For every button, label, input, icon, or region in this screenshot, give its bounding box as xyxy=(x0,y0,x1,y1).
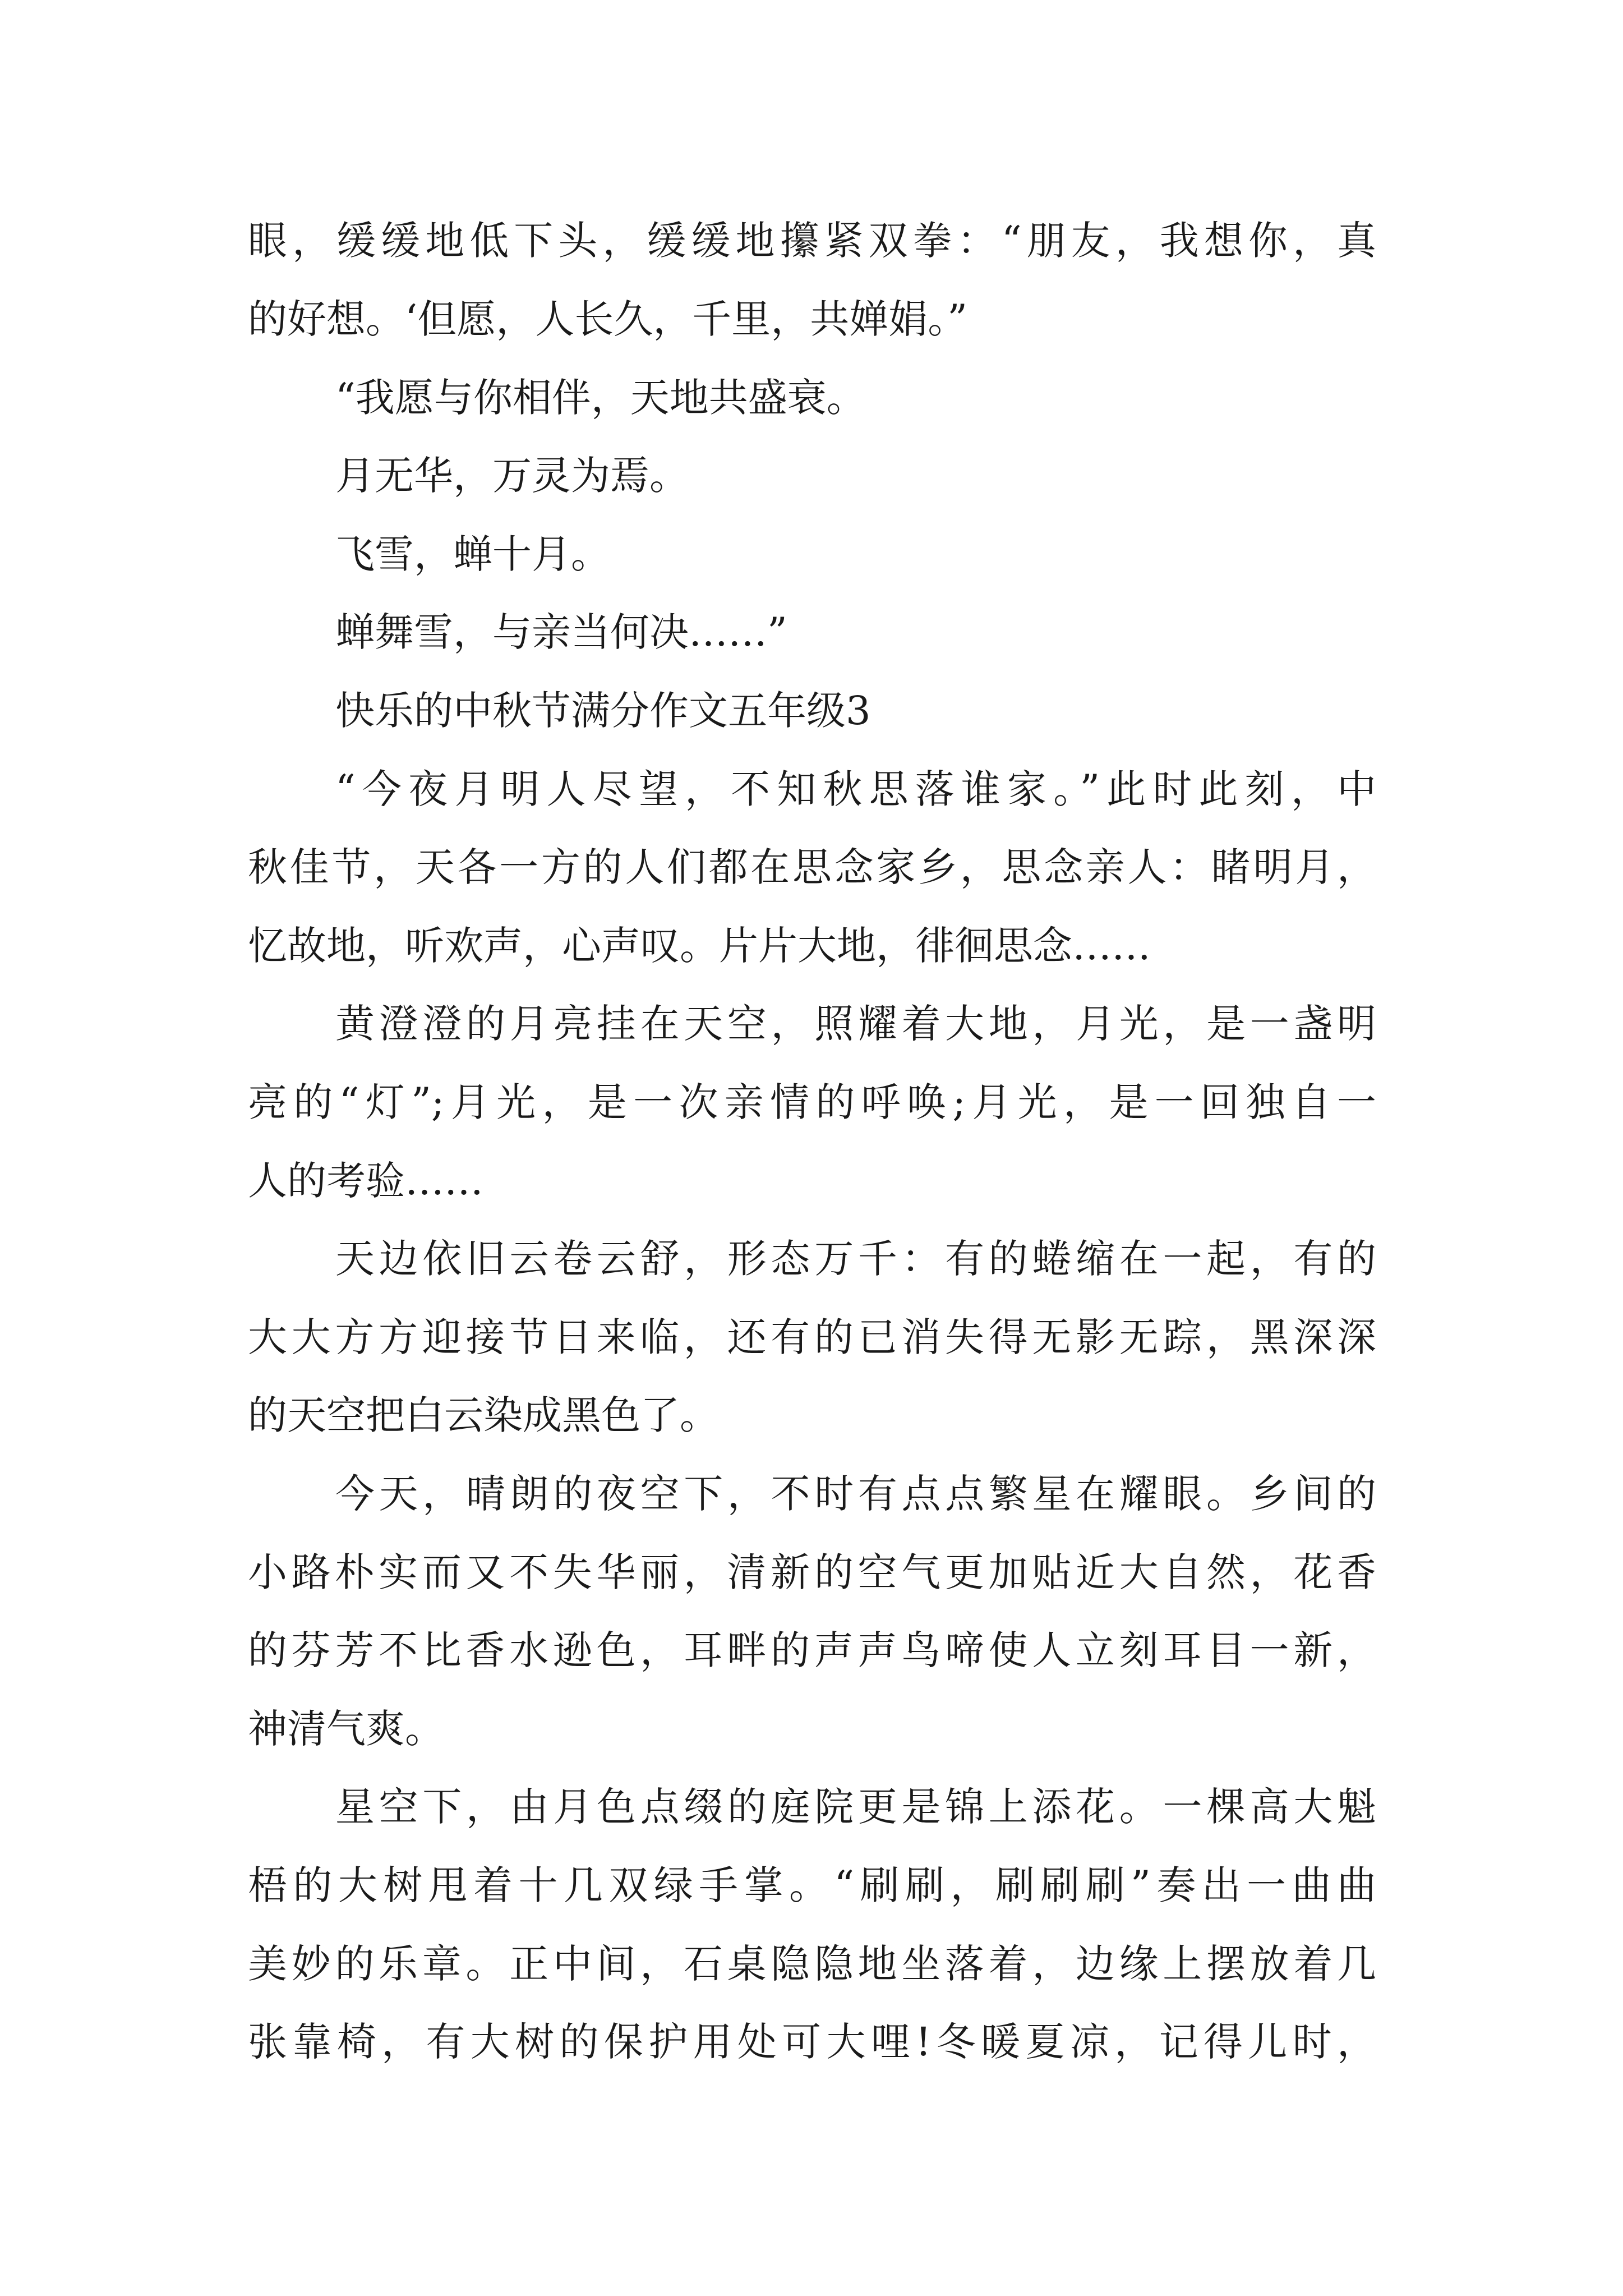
text-line: 今天，晴朗的夜空下，不时有点点繁星在耀眼。乡间的 xyxy=(335,1471,1376,1517)
text-line: 小路朴实而又不失华丽，清新的空气更加贴近大自然，花香 xyxy=(248,1549,1376,1595)
text-line: 人的考验…… xyxy=(248,1158,483,1204)
text-line: 张靠椅，有大树的保护用处可大哩!冬暖夏凉，记得儿时， xyxy=(248,2019,1376,2065)
text-line: “今夜月明人尽望，不知秋思落谁家。”此时此刻，中 xyxy=(335,766,1376,812)
text-line: 神清气爽。 xyxy=(248,1706,444,1752)
text-line: 月无华，万灵为焉。 xyxy=(335,453,689,499)
text-line: 美妙的乐章。正中间，石桌隐隐地坐落着，边缘上摆放着几 xyxy=(248,1941,1376,1987)
text-line: 黄澄澄的月亮挂在天空，照耀着大地，月光，是一盏明 xyxy=(335,1001,1376,1047)
text-line: 眼，缓缓地低下头，缓缓地攥紧双拳：“朋友，我想你，真 xyxy=(248,218,1376,264)
text-line: “我愿与你相伴，天地共盛衰。 xyxy=(335,375,866,421)
text-line: 飞雪，蝉十月。 xyxy=(335,531,610,577)
section-heading: 快乐的中秋节满分作文五年级3 xyxy=(335,688,871,734)
text-line: 蝉舞雪，与亲当何决……” xyxy=(335,609,787,655)
text-line: 星空下，由月色点缀的庭院更是锦上添花。一棵高大魁 xyxy=(335,1784,1376,1830)
text-line: 的好想。‘但愿，人长久，千里，共婵娟。” xyxy=(248,296,968,342)
text-line: 亮的“灯”;月光，是一次亲情的呼唤;月光，是一回独自一 xyxy=(248,1079,1376,1125)
text-line: 梧的大树甩着十几双绿手掌。“刷刷，刷刷刷”奏出一曲曲 xyxy=(248,1862,1376,1908)
text-line: 秋佳节，天各一方的人们都在思念家乡，思念亲人：睹明月， xyxy=(248,844,1376,890)
text-line: 的天空把白云染成黑色了。 xyxy=(248,1392,719,1438)
text-line: 大大方方迎接节日来临，还有的已消失得无影无踪，黑深深 xyxy=(248,1314,1376,1360)
text-line: 忆故地，听欢声，心声叹。片片大地，徘徊思念…… xyxy=(248,923,1151,969)
text-line: 天边依旧云卷云舒，形态万千：有的蜷缩在一起，有的 xyxy=(335,1236,1376,1282)
text-line: 的芬芳不比香水逊色，耳畔的声声鸟啼使人立刻耳目一新， xyxy=(248,1627,1376,1673)
